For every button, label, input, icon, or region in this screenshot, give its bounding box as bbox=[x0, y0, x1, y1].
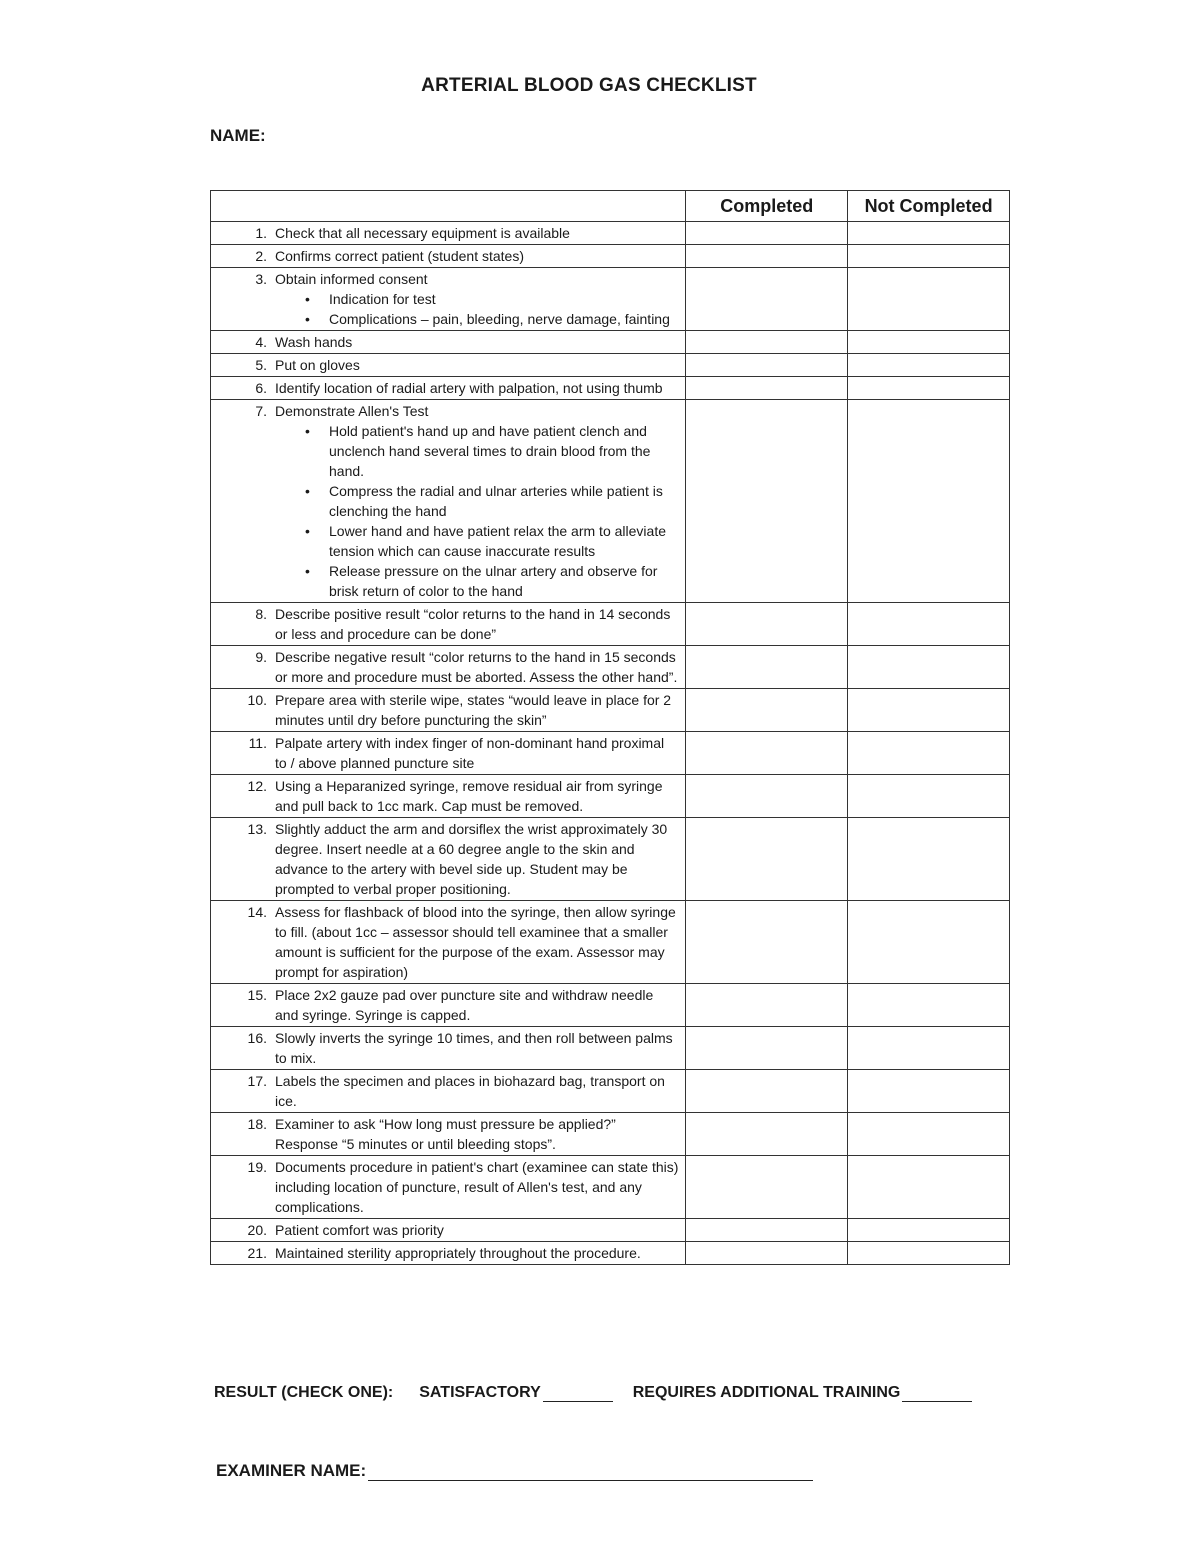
not-completed-cell[interactable] bbox=[848, 1242, 1010, 1265]
task-body bbox=[275, 223, 679, 243]
task-body bbox=[275, 690, 679, 730]
task-text: Confirms correct patient (student states) bbox=[275, 248, 524, 264]
task-cell bbox=[211, 901, 686, 984]
completed-cell[interactable] bbox=[686, 245, 848, 268]
table-row bbox=[211, 1070, 1010, 1113]
task-cell bbox=[211, 1156, 686, 1219]
completed-cell[interactable] bbox=[686, 222, 848, 245]
task-text: Demonstrate Allen's Test bbox=[275, 403, 429, 419]
header-blank bbox=[211, 191, 686, 222]
not-completed-cell[interactable] bbox=[848, 732, 1010, 775]
table-row bbox=[211, 1113, 1010, 1156]
task-cell bbox=[211, 818, 686, 901]
examiner-name-label: EXAMINER NAME: bbox=[216, 1461, 367, 1480]
task-item bbox=[217, 1243, 679, 1263]
table-row bbox=[211, 603, 1010, 646]
task-item bbox=[217, 246, 679, 266]
task-subitem: • Lower hand and have patient relax the arm to alleviate tension which can cause inaccurate results bbox=[329, 521, 679, 561]
task-text: Palpate artery with index finger of non-dominant hand proximal to / above planned puncture site bbox=[275, 735, 665, 771]
task-item bbox=[217, 355, 679, 375]
task-item bbox=[217, 401, 679, 601]
task-body bbox=[275, 1028, 679, 1068]
not-completed-cell[interactable] bbox=[848, 331, 1010, 354]
task-item bbox=[217, 776, 679, 816]
completed-cell[interactable] bbox=[686, 268, 848, 331]
completed-cell[interactable] bbox=[686, 775, 848, 818]
completed-cell[interactable] bbox=[686, 1219, 848, 1242]
not-completed-cell[interactable] bbox=[848, 1070, 1010, 1113]
table-row bbox=[211, 732, 1010, 775]
completed-cell[interactable] bbox=[686, 1070, 848, 1113]
additional-training-option[interactable] bbox=[633, 1384, 973, 1402]
task-cell bbox=[211, 984, 686, 1027]
task-text: Maintained sterility appropriately throughout the procedure. bbox=[275, 1245, 641, 1261]
not-completed-cell[interactable] bbox=[848, 775, 1010, 818]
task-cell bbox=[211, 1242, 686, 1265]
task-item bbox=[217, 985, 679, 1025]
task-number: 3. bbox=[255, 271, 267, 287]
not-completed-cell[interactable] bbox=[848, 901, 1010, 984]
not-completed-cell[interactable] bbox=[848, 646, 1010, 689]
table-row bbox=[211, 222, 1010, 245]
table-row bbox=[211, 1219, 1010, 1242]
task-text: Wash hands bbox=[275, 334, 353, 350]
task-body bbox=[275, 1220, 679, 1240]
table-row bbox=[211, 354, 1010, 377]
not-completed-cell[interactable] bbox=[848, 818, 1010, 901]
task-number: 17. bbox=[247, 1073, 267, 1089]
task-item bbox=[217, 690, 679, 730]
task-item bbox=[217, 378, 679, 398]
not-completed-cell[interactable] bbox=[848, 245, 1010, 268]
satisfactory-label: SATISFACTORY bbox=[419, 1384, 541, 1401]
task-number: 2. bbox=[255, 248, 267, 264]
task-subitem: • Complications – pain, bleeding, nerve damage, fainting bbox=[329, 309, 679, 329]
task-item bbox=[217, 647, 679, 687]
task-number: 16. bbox=[247, 1030, 267, 1046]
task-cell bbox=[211, 775, 686, 818]
table-row bbox=[211, 331, 1010, 354]
completed-cell[interactable] bbox=[686, 331, 848, 354]
task-subitems bbox=[275, 289, 679, 329]
table-row bbox=[211, 1242, 1010, 1265]
completed-cell[interactable] bbox=[686, 732, 848, 775]
task-text: Describe negative result “color returns to the hand in 15 seconds or more and procedure must be aborted. Assess the other hand”. bbox=[275, 649, 678, 685]
task-cell bbox=[211, 222, 686, 245]
task-cell bbox=[211, 1027, 686, 1070]
task-cell bbox=[211, 646, 686, 689]
satisfactory-option[interactable] bbox=[419, 1384, 613, 1402]
table-row bbox=[211, 400, 1010, 603]
task-cell bbox=[211, 1219, 686, 1242]
examiner-name-blank[interactable] bbox=[368, 1480, 813, 1481]
task-number: 4. bbox=[255, 334, 267, 350]
task-text: Using a Heparanized syringe, remove residual air from syringe and pull back to 1cc mark. Cap must be removed. bbox=[275, 778, 663, 814]
task-body bbox=[275, 269, 679, 329]
task-number: 9. bbox=[255, 649, 267, 665]
task-text: Place 2x2 gauze pad over puncture site and withdraw needle and syringe. Syringe is capped. bbox=[275, 987, 654, 1023]
task-number: 15. bbox=[247, 987, 267, 1003]
task-cell bbox=[211, 377, 686, 400]
completed-cell[interactable] bbox=[686, 901, 848, 984]
task-cell bbox=[211, 331, 686, 354]
task-cell bbox=[211, 603, 686, 646]
task-body bbox=[275, 378, 679, 398]
task-subitems bbox=[275, 421, 679, 601]
table-row bbox=[211, 818, 1010, 901]
task-item bbox=[217, 223, 679, 243]
task-cell bbox=[211, 1113, 686, 1156]
task-number: 5. bbox=[255, 357, 267, 373]
task-cell bbox=[211, 732, 686, 775]
task-number: 7. bbox=[255, 403, 267, 419]
name-label: NAME: bbox=[210, 126, 266, 145]
task-body bbox=[275, 355, 679, 375]
not-completed-cell[interactable] bbox=[848, 268, 1010, 331]
task-number: 19. bbox=[247, 1159, 267, 1175]
task-item bbox=[217, 1071, 679, 1111]
not-completed-cell[interactable] bbox=[848, 689, 1010, 732]
task-text: Check that all necessary equipment is available bbox=[275, 225, 570, 241]
task-body bbox=[275, 1071, 679, 1111]
task-body bbox=[275, 733, 679, 773]
task-text: Assess for flashback of blood into the syringe, then allow syringe to fill. (about 1cc – assessor should tell examinee that a smaller amount is sufficient for the purpose of the exam. Assessor may prompt for aspiration) bbox=[275, 904, 676, 980]
completed-cell[interactable] bbox=[686, 354, 848, 377]
additional-training-blank[interactable] bbox=[902, 1401, 972, 1402]
task-text: Documents procedure in patient's chart (examinee can state this) including location of puncture, result of Allen's test, and any complications. bbox=[275, 1159, 679, 1215]
task-text: Prepare area with sterile wipe, states “would leave in place for 2 minutes until dry before puncturing the skin” bbox=[275, 692, 672, 728]
task-body bbox=[275, 1157, 679, 1217]
completed-cell[interactable] bbox=[686, 689, 848, 732]
satisfactory-blank[interactable] bbox=[543, 1401, 613, 1402]
task-item bbox=[217, 819, 679, 899]
task-item bbox=[217, 1028, 679, 1068]
task-text: Examiner to ask “How long must pressure be applied?” Response “5 minutes or until bleeding stops”. bbox=[275, 1116, 616, 1152]
header-not-completed: Not Completed bbox=[848, 191, 1010, 222]
completed-cell[interactable] bbox=[686, 646, 848, 689]
task-cell bbox=[211, 268, 686, 331]
result-section bbox=[214, 1384, 1014, 1402]
not-completed-cell[interactable] bbox=[848, 1113, 1010, 1156]
table-row bbox=[211, 901, 1010, 984]
task-body bbox=[275, 332, 679, 352]
table-row bbox=[211, 245, 1010, 268]
table-row bbox=[211, 646, 1010, 689]
task-cell bbox=[211, 400, 686, 603]
task-cell bbox=[211, 354, 686, 377]
page-title: ARTERIAL BLOOD GAS CHECKLIST bbox=[421, 75, 757, 96]
not-completed-cell[interactable] bbox=[848, 1156, 1010, 1219]
task-number: 18. bbox=[247, 1116, 267, 1132]
header-completed: Completed bbox=[686, 191, 848, 222]
task-number: 1. bbox=[255, 225, 267, 241]
not-completed-cell[interactable] bbox=[848, 222, 1010, 245]
not-completed-cell[interactable] bbox=[848, 377, 1010, 400]
task-number: 21. bbox=[247, 1245, 267, 1261]
task-item bbox=[217, 1220, 679, 1240]
task-cell bbox=[211, 245, 686, 268]
completed-cell[interactable] bbox=[686, 818, 848, 901]
task-text: Slightly adduct the arm and dorsiflex the wrist approximately 30 degree. Insert needle at a 60 degree angle to the skin and advance to the artery with bevel side up. Student may be prompted to verbal proper positioning. bbox=[275, 821, 668, 897]
task-text: Put on gloves bbox=[275, 357, 360, 373]
not-completed-cell[interactable] bbox=[848, 1219, 1010, 1242]
table-header-row bbox=[211, 191, 1010, 222]
task-item bbox=[217, 1157, 679, 1217]
examiner-section bbox=[216, 1461, 813, 1481]
task-body bbox=[275, 1114, 679, 1154]
completed-cell[interactable] bbox=[686, 1156, 848, 1219]
task-body bbox=[275, 246, 679, 266]
task-body bbox=[275, 776, 679, 816]
completed-cell[interactable] bbox=[686, 377, 848, 400]
additional-training-label: REQUIRES ADDITIONAL TRAINING bbox=[632, 1384, 901, 1401]
task-item bbox=[217, 332, 679, 352]
completed-cell[interactable] bbox=[686, 1027, 848, 1070]
table-row bbox=[211, 984, 1010, 1027]
task-number: 8. bbox=[255, 606, 267, 622]
table-row bbox=[211, 268, 1010, 331]
task-subitem: • Compress the radial and ulnar arteries while patient is clenching the hand bbox=[329, 481, 679, 521]
completed-cell[interactable] bbox=[686, 1242, 848, 1265]
task-text: Slowly inverts the syringe 10 times, and then roll between palms to mix. bbox=[275, 1030, 673, 1066]
task-text: Labels the specimen and places in biohazard bag, transport on ice. bbox=[275, 1073, 665, 1109]
task-body bbox=[275, 819, 679, 899]
task-item bbox=[217, 902, 679, 982]
table-row bbox=[211, 775, 1010, 818]
task-number: 20. bbox=[247, 1222, 267, 1238]
not-completed-cell[interactable] bbox=[848, 1027, 1010, 1070]
task-cell bbox=[211, 689, 686, 732]
task-body bbox=[275, 647, 679, 687]
task-item bbox=[217, 604, 679, 644]
not-completed-cell[interactable] bbox=[848, 400, 1010, 603]
task-number: 10. bbox=[247, 692, 267, 708]
task-item bbox=[217, 269, 679, 329]
table-row bbox=[211, 1156, 1010, 1219]
task-body bbox=[275, 401, 679, 601]
task-body bbox=[275, 902, 679, 982]
completed-cell[interactable] bbox=[686, 1113, 848, 1156]
task-number: 13. bbox=[247, 821, 267, 837]
checklist-rows bbox=[211, 222, 1010, 1265]
completed-cell[interactable] bbox=[686, 400, 848, 603]
task-text: Obtain informed consent bbox=[275, 271, 428, 287]
not-completed-cell[interactable] bbox=[848, 984, 1010, 1027]
task-subitem: • Release pressure on the ulnar artery and observe for brisk return of color to the hand bbox=[329, 561, 679, 601]
task-item bbox=[217, 1114, 679, 1154]
table-row bbox=[211, 377, 1010, 400]
checklist-table bbox=[210, 190, 1010, 1265]
task-text: Describe positive result “color returns to the hand in 14 seconds or less and procedure can be done” bbox=[275, 606, 671, 642]
completed-cell[interactable] bbox=[686, 984, 848, 1027]
task-body bbox=[275, 604, 679, 644]
task-subitem: • Hold patient's hand up and have patient clench and unclench hand several times to drain blood from the hand. bbox=[329, 421, 679, 481]
table-row bbox=[211, 1027, 1010, 1070]
task-text: Identify location of radial artery with palpation, not using thumb bbox=[275, 380, 663, 396]
task-subitem: • Indication for test bbox=[329, 289, 679, 309]
task-number: 12. bbox=[247, 778, 267, 794]
result-label: RESULT (CHECK ONE): bbox=[214, 1384, 394, 1401]
completed-cell[interactable] bbox=[686, 603, 848, 646]
task-number: 6. bbox=[255, 380, 267, 396]
task-text: Patient comfort was priority bbox=[275, 1222, 444, 1238]
task-cell bbox=[211, 1070, 686, 1113]
task-number: 11. bbox=[248, 735, 267, 751]
task-number: 14. bbox=[247, 904, 267, 920]
not-completed-cell[interactable] bbox=[848, 603, 1010, 646]
task-item bbox=[217, 733, 679, 773]
not-completed-cell[interactable] bbox=[848, 354, 1010, 377]
table-row bbox=[211, 689, 1010, 732]
task-body bbox=[275, 1243, 679, 1263]
task-body bbox=[275, 985, 679, 1025]
